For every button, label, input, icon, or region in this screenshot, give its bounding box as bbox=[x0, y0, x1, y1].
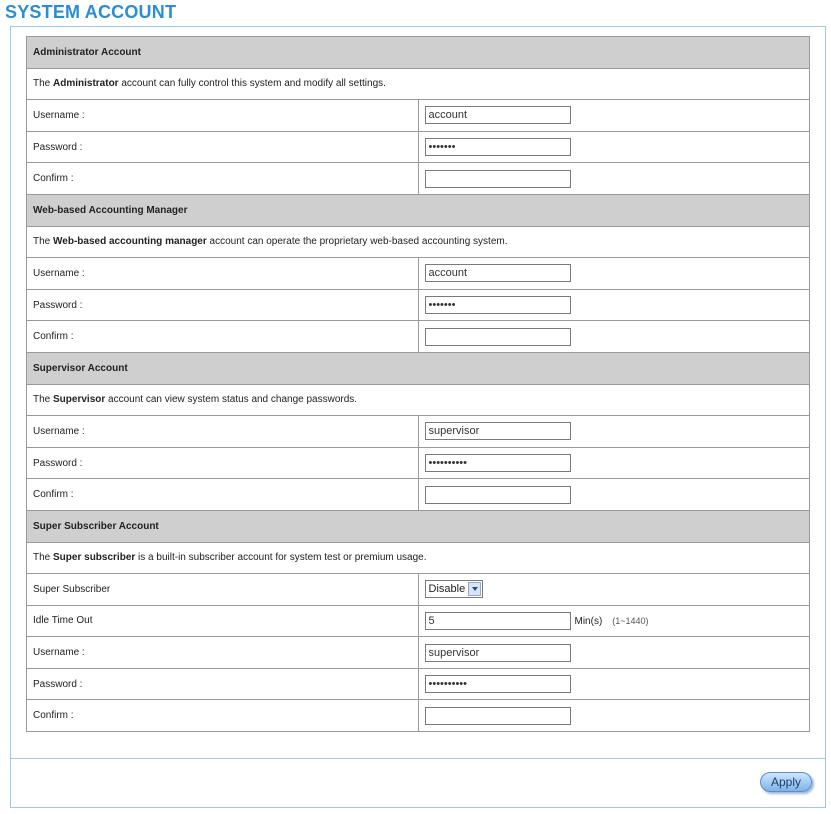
desc-suffix: account can operate the proprietary web-based accounting system. bbox=[206, 236, 508, 248]
supervisor-description-row bbox=[27, 384, 810, 416]
supervisor-username-cell bbox=[418, 416, 810, 448]
desc-bold: Web-based accounting manager bbox=[53, 236, 207, 248]
web-password-label: Password : bbox=[27, 289, 419, 321]
super-subscriber-username-cell bbox=[418, 637, 810, 669]
apply-button[interactable]: Apply bbox=[760, 772, 812, 792]
super-subscriber-section-header bbox=[27, 510, 810, 542]
idle-timeout-range: (1~1440) bbox=[612, 615, 649, 626]
supervisor-confirm-label: Confirm : bbox=[27, 479, 419, 511]
supervisor-confirm-input[interactable] bbox=[425, 486, 571, 504]
supervisor-password-row bbox=[27, 447, 810, 479]
supervisor-username-label: Username : bbox=[27, 416, 419, 448]
supervisor-username-input[interactable] bbox=[425, 422, 571, 440]
super-subscriber-confirm-label: Confirm : bbox=[27, 700, 419, 732]
super-subscriber-description bbox=[27, 542, 810, 574]
desc-suffix: is a built-in subscriber account for system test or premium usage. bbox=[135, 552, 427, 564]
admin-confirm-input[interactable] bbox=[425, 170, 571, 188]
admin-section-header bbox=[27, 37, 810, 69]
web-confirm-cell bbox=[418, 321, 810, 353]
web-password-input[interactable] bbox=[425, 296, 571, 314]
web-section-title: Web-based Accounting Manager bbox=[27, 194, 810, 226]
web-confirm-row bbox=[27, 321, 810, 353]
supervisor-section-title: Supervisor Account bbox=[27, 352, 810, 384]
super-subscriber-password-cell bbox=[418, 668, 810, 700]
admin-description-row bbox=[27, 68, 810, 100]
select-value: Disable bbox=[428, 583, 466, 596]
desc-suffix: account can fully control this system and modify all settings. bbox=[118, 78, 386, 90]
admin-username-row bbox=[27, 100, 810, 132]
super-subscriber-select[interactable] bbox=[425, 580, 484, 598]
super-subscriber-confirm-cell bbox=[418, 700, 810, 732]
admin-password-label: Password : bbox=[27, 131, 419, 163]
web-description-row bbox=[27, 226, 810, 258]
desc-bold: Administrator bbox=[53, 78, 119, 90]
admin-username-input[interactable] bbox=[425, 106, 571, 124]
super-subscriber-password-row bbox=[27, 668, 810, 700]
web-username-cell bbox=[418, 258, 810, 290]
supervisor-password-cell bbox=[418, 447, 810, 479]
admin-username-cell bbox=[418, 100, 810, 132]
desc-prefix: The bbox=[33, 78, 54, 90]
super-subscriber-section-title: Super Subscriber Account bbox=[27, 510, 810, 542]
admin-confirm-label: Confirm : bbox=[27, 163, 419, 195]
supervisor-username-row bbox=[27, 416, 810, 448]
supervisor-description bbox=[27, 384, 810, 416]
chevron-down-icon[interactable] bbox=[468, 582, 481, 596]
super-subscriber-confirm-row bbox=[27, 700, 810, 732]
web-confirm-input[interactable] bbox=[425, 328, 571, 346]
admin-description bbox=[27, 68, 810, 100]
admin-confirm-cell bbox=[418, 163, 810, 195]
account-settings-table bbox=[26, 36, 810, 732]
supervisor-password-input[interactable] bbox=[425, 454, 571, 472]
idle-timeout-input[interactable] bbox=[425, 612, 571, 630]
super-subscriber-username-row bbox=[27, 637, 810, 669]
web-section-header bbox=[27, 194, 810, 226]
super-subscriber-enable-label: Super Subscriber bbox=[27, 574, 419, 606]
supervisor-confirm-row bbox=[27, 479, 810, 511]
super-subscriber-enable-cell bbox=[418, 574, 810, 606]
admin-confirm-row bbox=[27, 163, 810, 195]
page-title: SYSTEM ACCOUNT bbox=[5, 2, 177, 22]
super-subscriber-password-label: Password : bbox=[27, 668, 419, 700]
desc-prefix: The bbox=[33, 236, 54, 248]
admin-username-label: Username : bbox=[27, 100, 419, 132]
super-subscriber-description-row bbox=[27, 542, 810, 574]
desc-suffix: account can view system status and change passwords. bbox=[105, 394, 358, 406]
web-username-input[interactable] bbox=[425, 264, 571, 282]
super-subscriber-username-input[interactable] bbox=[425, 644, 571, 662]
desc-prefix: The bbox=[33, 552, 54, 564]
idle-timeout-cell bbox=[418, 605, 810, 637]
supervisor-section-header bbox=[27, 352, 810, 384]
idle-timeout-label: Idle Time Out bbox=[27, 605, 419, 637]
super-subscriber-confirm-input[interactable] bbox=[425, 707, 571, 725]
web-confirm-label: Confirm : bbox=[27, 321, 419, 353]
desc-bold: Super subscriber bbox=[53, 552, 136, 564]
web-username-row bbox=[27, 258, 810, 290]
footer-divider bbox=[10, 758, 826, 759]
admin-password-input[interactable] bbox=[425, 138, 571, 156]
desc-prefix: The bbox=[33, 394, 54, 406]
admin-section-title: Administrator Account bbox=[27, 37, 810, 69]
super-subscriber-password-input[interactable] bbox=[425, 675, 571, 693]
admin-password-cell bbox=[418, 131, 810, 163]
web-password-cell bbox=[418, 289, 810, 321]
web-username-label: Username : bbox=[27, 258, 419, 290]
super-subscriber-username-label: Username : bbox=[27, 637, 419, 669]
supervisor-confirm-cell bbox=[418, 479, 810, 511]
supervisor-password-label: Password : bbox=[27, 447, 419, 479]
web-description bbox=[27, 226, 810, 258]
admin-password-row bbox=[27, 131, 810, 163]
web-password-row bbox=[27, 289, 810, 321]
super-subscriber-enable-row bbox=[27, 574, 810, 606]
desc-bold: Supervisor bbox=[53, 394, 106, 406]
idle-timeout-unit: Min(s) bbox=[574, 615, 603, 627]
idle-timeout-row bbox=[27, 605, 810, 637]
